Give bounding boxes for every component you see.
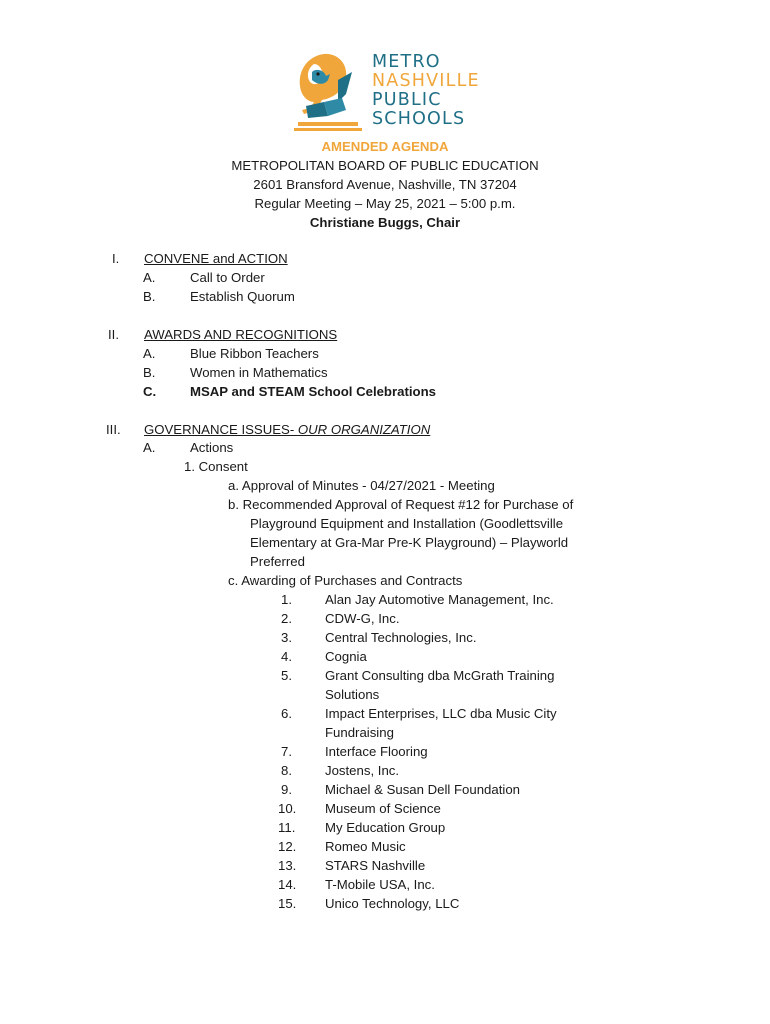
section-3-number: III. <box>106 422 121 437</box>
vendor-name-cont: Fundraising <box>325 725 394 740</box>
consent-item-b-cont: Elementary at Gra-Mar Pre-K Playground) – Playworld <box>250 535 569 550</box>
mnps-logo <box>294 50 484 135</box>
vendor-name-cont: Solutions <box>325 687 380 702</box>
vendor-name: T-Mobile USA, Inc. <box>325 877 435 892</box>
vendor-number: 10. <box>278 801 297 816</box>
board-name: METROPOLITAN BOARD OF PUBLIC EDUCATION <box>231 158 539 173</box>
item-letter: A. <box>143 270 156 285</box>
vendor-name: Impact Enterprises, LLC dba Music City <box>325 706 557 721</box>
vendor-name: Romeo Music <box>325 839 406 854</box>
vendor-number: 4. <box>281 649 292 664</box>
vendor-number: 2. <box>281 611 292 626</box>
vendor-name: Michael & Susan Dell Foundation <box>325 782 520 797</box>
vendor-name: Grant Consulting dba McGrath Training <box>325 668 555 683</box>
meeting-info: Regular Meeting – May 25, 2021 – 5:00 p.m. <box>254 196 516 211</box>
item-letter: B. <box>143 365 156 380</box>
item-text: Call to Order <box>190 270 265 285</box>
vendor-name: My Education Group <box>325 820 446 835</box>
logo-line-nashville: NASHVILLE <box>372 71 480 91</box>
vendor-name: Cognia <box>325 649 367 664</box>
vendor-name: Museum of Science <box>325 801 441 816</box>
item-text: Establish Quorum <box>190 289 295 304</box>
section-2-number: II. <box>108 327 119 342</box>
consent-item-b: b. Recommended Approval of Request #12 for Purchase of <box>228 497 574 512</box>
section-3-title <box>144 420 430 439</box>
item-letter: A. <box>143 440 156 455</box>
section-1-title: CONVENE and ACTION <box>144 251 288 266</box>
vendor-name: Jostens, Inc. <box>325 763 400 778</box>
vendor-number: 1. <box>281 592 292 607</box>
vendor-number: 7. <box>281 744 292 759</box>
vendor-number: 9. <box>281 782 292 797</box>
logo-line-schools: SCHOOLS <box>372 109 466 129</box>
section-1-number: I. <box>112 251 120 266</box>
item-text: Women in Mathematics <box>190 365 328 380</box>
section-3-title-italic: OUR ORGANIZATION <box>297 422 431 437</box>
agenda-header <box>0 137 770 232</box>
vendor-name: CDW-G, Inc. <box>325 611 400 626</box>
section-2-title: AWARDS AND RECOGNITIONS <box>144 327 338 342</box>
vendor-name: STARS Nashville <box>325 858 426 873</box>
consent-item-b-cont: Preferred <box>250 554 305 569</box>
item-letter: B. <box>143 289 156 304</box>
vendor-number: 15. <box>278 896 297 911</box>
consent-heading: 1. Consent <box>184 459 248 474</box>
item-text: Blue Ribbon Teachers <box>190 346 319 361</box>
vendor-name: Unico Technology, LLC <box>325 896 460 911</box>
logo-line-public: PUBLIC <box>372 90 442 110</box>
consent-item-c: c. Awarding of Purchases and Contracts <box>228 573 463 588</box>
vendor-name: Central Technologies, Inc. <box>325 630 477 645</box>
item-text: MSAP and STEAM School Celebrations <box>190 384 436 399</box>
logo-line-metro: METRO <box>372 52 441 72</box>
vendor-number: 13. <box>278 858 297 873</box>
vendor-number: 6. <box>281 706 292 721</box>
consent-item-b-cont: Playground Equipment and Installation (Goodlettsville <box>250 516 564 531</box>
vendor-number: 11. <box>278 820 296 835</box>
section-3-title-main: GOVERNANCE ISSUES- <box>144 422 298 437</box>
logo-wordmark <box>372 53 480 129</box>
vendor-number: 5. <box>281 668 292 683</box>
vendor-number: 8. <box>281 763 292 778</box>
chair-name: Christiane Buggs, Chair <box>309 215 461 230</box>
item-letter: A. <box>143 346 156 361</box>
vendor-name: Interface Flooring <box>325 744 428 759</box>
item-letter: C. <box>143 384 157 399</box>
item-text: Actions <box>190 440 234 455</box>
vendor-number: 3. <box>281 630 292 645</box>
board-address: 2601 Bransford Avenue, Nashville, TN 37204 <box>253 177 517 192</box>
vendor-name: Alan Jay Automotive Management, Inc. <box>325 592 554 607</box>
consent-item-a: a. Approval of Minutes - 04/27/2021 - Meeting <box>228 478 495 493</box>
vendor-number: 14. <box>278 877 297 892</box>
amended-agenda-title: AMENDED AGENDA <box>321 139 449 154</box>
vendor-number: 12. <box>278 839 297 854</box>
logo-emblem-icon <box>294 50 364 132</box>
